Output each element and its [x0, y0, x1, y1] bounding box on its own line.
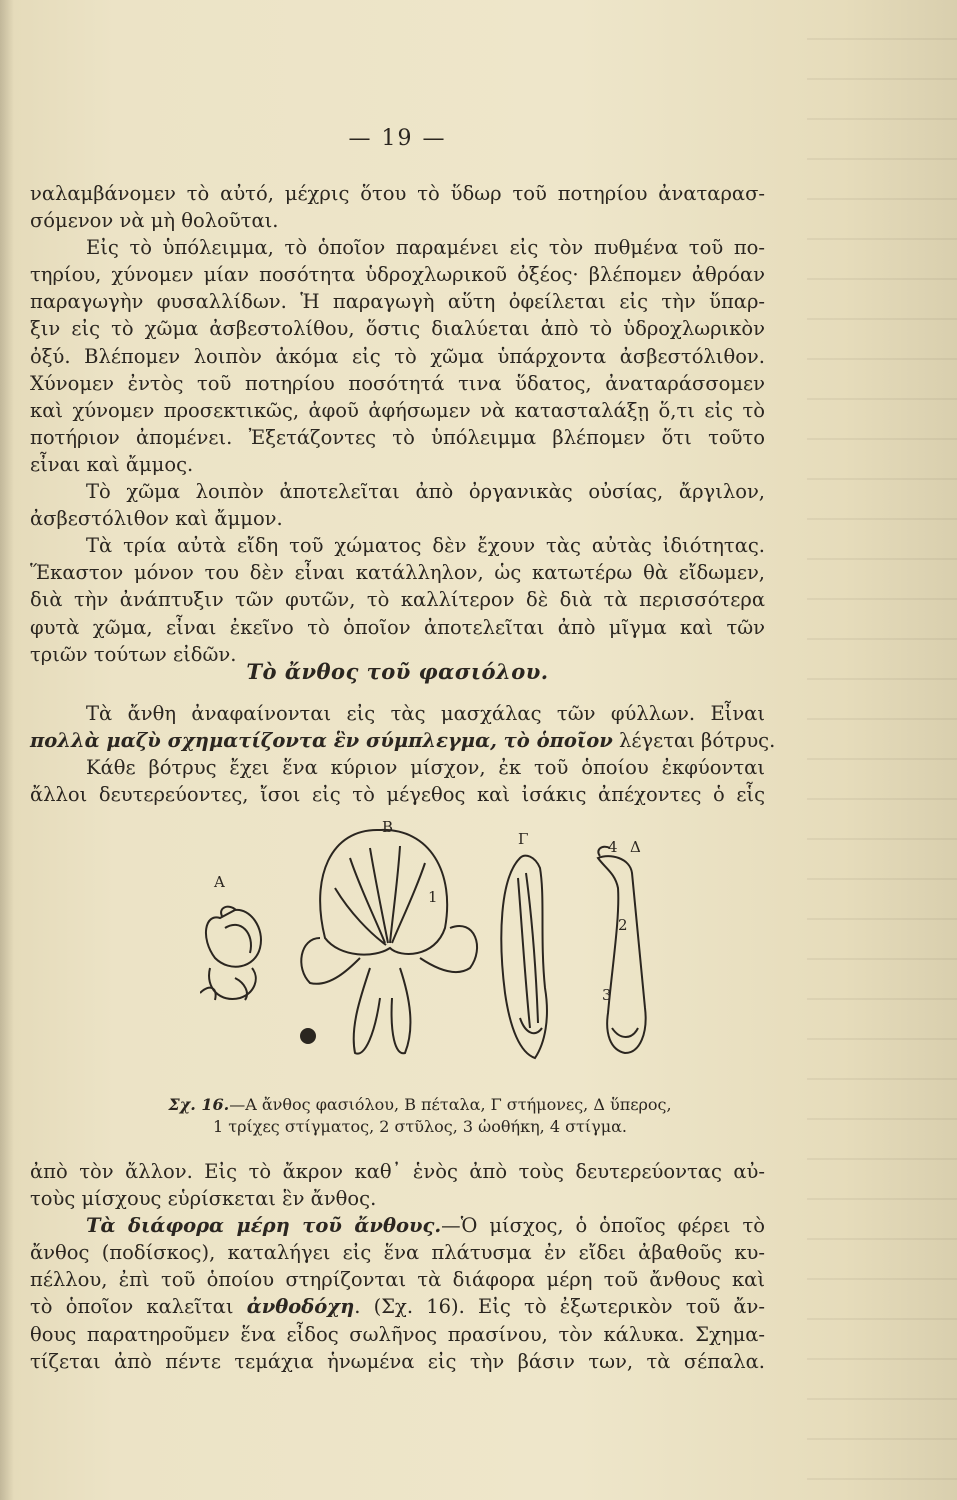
text-line	[30, 1212, 765, 1239]
caption-figure-ref: Σχ. 16.	[168, 1095, 230, 1114]
italic-term: ἀνθοδόχη	[246, 1295, 355, 1319]
figure-label-a: Α	[214, 873, 225, 891]
text-line: ποτήριον ἀπομένει. Ἐξετάζοντες τὸ ὑπόλειμμα βλέπομεν ὅτι τοῦτο	[30, 425, 765, 449]
text-line: ἀπὸ τὸν ἄλλον. Εἰς τὸ ἄκρον καθ᾽ ἑνὸς ἀπὸ τοὺς δευτερεύοντας αὐ-	[30, 1160, 765, 1183]
text-line: Χύνομεν ἐντὸς τοῦ ποτηρίου ποσότητά τινα ὕδατος, ἀναταράσσομεν	[30, 371, 765, 395]
text-fragment: λέγεται βότρυς.	[612, 729, 776, 753]
text-line: διὰ τὴν ἀνάπτυξιν τῶν φυτῶν, τὸ καλλίτερον δὲ διὰ τὰ περισσότερα	[30, 588, 765, 612]
caption-line	[120, 1094, 720, 1116]
text-line: εἶναι καὶ ἄμμος.	[30, 452, 194, 476]
text-line: Κάθε βότρυς ἔχει ἕνα κύριον μίσχον, ἐκ τοῦ ὁποίου ἐκφύονται	[86, 756, 765, 780]
text-line: ἄνθος (ποδίσκος), καταλήγει εἰς ἕνα πλάτυσμα ἐν εἴδει ἀβαθοῦς κυ-	[30, 1241, 765, 1265]
figure-label-b: Β	[382, 818, 394, 836]
text-line: ἄλλοι δευτερεύοντες, ἴσοι εἰς τὸ μέγεθος καὶ ἰσάκις ἀπέχοντες ὁ εἷς	[30, 783, 765, 807]
section-heading: Τὸ ἄνθος τοῦ φασιόλου.	[246, 659, 549, 684]
text-line: παραγωγὴν φυσαλλίδων. Ἡ παραγωγὴ αὕτη ὀφείλεται εἰς τὴν ὕπαρ-	[30, 290, 765, 314]
text-line: φυτὰ χῶμα, εἶναι ἐκεῖνο τὸ ὁποῖον ἀποτελεῖται ἀπὸ μῖγμα καὶ τῶν	[30, 615, 765, 639]
text-line: τριῶν τούτων εἰδῶν.	[30, 642, 237, 666]
text-line: Τὰ τρία αὐτὰ εἴδη τοῦ χώματος δὲν ἔχουν τὰς αὐτὰς ἰδιότητας.	[86, 534, 765, 558]
page-binding-shadow	[0, 0, 14, 1500]
text-fragment: . (Σχ. 16). Εἰς τὸ ἐξωτερικὸν τοῦ ἄν-	[354, 1295, 765, 1319]
text-line: ναλαμβάνομεν τὸ αὐτό, μέχρις ὅτου τὸ ὕδωρ τοῦ ποτηρίου ἀναταρασ-	[30, 182, 765, 205]
italic-subheading: Τὰ διάφορα μέρη τοῦ ἄνθους.	[86, 1214, 442, 1238]
petals-drawing	[301, 830, 477, 1054]
pistil-drawing	[598, 847, 646, 1053]
text-line: τοὺς μίσχους εὑρίσκεται ἓν ἄνθος.	[30, 1187, 377, 1211]
text-line: Τὰ ἄνθη ἀναφαίνονται εἰς τὰς μασχάλας τῶν φύλλων. Εἶναι	[86, 702, 765, 725]
figure-label-4: 4	[608, 838, 618, 856]
page-number: — 19 —	[348, 126, 447, 151]
text-line: Ἕκαστον μόνον του δὲν εἶναι κατάλληλον, ὡς κατωτέρω θὰ εἴδωμεν,	[30, 561, 765, 585]
figure-caption	[120, 1094, 720, 1138]
caption-line: 1 τρίχες στίγματος, 2 στῦλος, 3 ὠοθήκη, 4 στίγμα.	[212, 1117, 627, 1136]
figure-label-d: Δ	[630, 838, 641, 856]
text-line: θους παρατηροῦμεν ἕνα εἶδος σωλῆνος πρασίνου, τὸν κάλυκα. Σχημα-	[30, 1322, 765, 1346]
text-fragment: τὸ ὁποῖον καλεῖται	[30, 1295, 247, 1319]
page-edge-texture	[807, 0, 957, 1500]
paragraph-block-2	[30, 700, 776, 808]
italic-phrase: πολλὰ μαζὺ σχηματίζοντα ἓν σύμπλεγμα, τὸ ὁποῖον	[30, 729, 613, 753]
text-line: σόμενον νὰ μὴ θολοῦται.	[30, 209, 279, 233]
paragraph-block-3	[30, 1158, 765, 1375]
text-line: τίζεται ἀπὸ πέντε τεμάχια ἡνωμένα εἰς τὴν βάσιν των, τὰ σέπαλα.	[30, 1349, 765, 1373]
text-line: ὀξύ. Βλέπομεν λοιπὸν ἀκόμα εἰς τὸ χῶμα ὑπάρχοντα ἀσβεστόλιθον.	[30, 344, 765, 368]
text-line	[30, 727, 776, 754]
text-line: καὶ χύνομεν προσεκτικῶς, ἀφοῦ ἀφήσωμεν νὰ κατασταλάξῃ ὅ,τι εἰς τὸ	[30, 398, 765, 422]
text-line: τηρίου, χύνομεν μίαν ποσότητα ὑδροχλωρικοῦ ὀξέος· βλέπομεν ἀθρόαν	[30, 263, 765, 287]
figure-label-g: Γ	[518, 830, 529, 848]
text-line: Τὸ χῶμα λοιπὸν ἀποτελεῖται ἀπὸ ὀργανικὰς οὐσίας, ἄργιλον,	[86, 480, 765, 504]
caption-text: —Α ἄνθος φασιόλου, Β πέταλα, Γ στήμονες, Δ ὕπερος,	[229, 1095, 672, 1114]
text-line: ἀσβεστόλιθον καὶ ἄμμον.	[30, 507, 283, 531]
stamens-drawing	[501, 856, 547, 1058]
text-line	[30, 1293, 765, 1320]
dot-marker	[301, 1029, 315, 1043]
flower-whole-drawing	[200, 907, 261, 1000]
figure-label-3: 3	[602, 986, 612, 1004]
text-line: πέλλου, ἐπὶ τοῦ ὁποίου στηρίζονται τὰ διάφορα μέρη τοῦ ἄνθους καὶ	[30, 1268, 765, 1292]
text-line: ξιν εἰς τὸ χῶμα ἀσβεστολίθου, ὅστις διαλύεται ἀπὸ τὸ ὑδροχλωρικὸν	[30, 317, 765, 341]
flower-illustration	[200, 818, 680, 1088]
text-line: Εἰς τὸ ὑπόλειμμα, τὸ ὁποῖον παραμένει εἰς τὸν πυθμένα τοῦ πο-	[86, 236, 765, 260]
bean-flower-drawing	[200, 818, 680, 1088]
paragraph-block-1	[30, 180, 765, 668]
figure-label-1: 1	[428, 888, 438, 906]
figure-label-2: 2	[618, 916, 628, 934]
text-fragment: —Ὁ μίσχος, ὁ ὁποῖος φέρει τὸ	[441, 1214, 765, 1238]
